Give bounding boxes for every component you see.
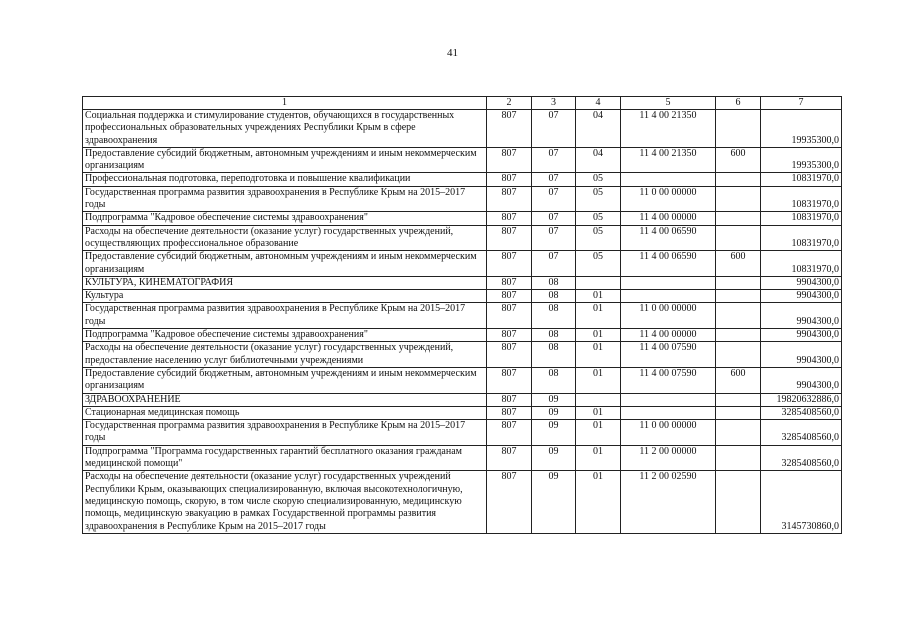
cell-name: Социальная поддержка и стимулирование студентов, обучающихся в государственных профессиональных образовательных учреждениях Республики Крым в сфере здравоохранения xyxy=(83,110,487,148)
header-col-4: 4 xyxy=(576,97,621,110)
cell-subsection: 05 xyxy=(576,251,621,277)
header-col-5: 5 xyxy=(621,97,716,110)
cell-section: 09 xyxy=(532,471,576,533)
cell-expense-type xyxy=(716,471,761,533)
cell-expense-type xyxy=(716,445,761,471)
cell-target-article: 11 4 00 00000 xyxy=(621,212,716,225)
cell-name: КУЛЬТУРА, КИНЕМАТОГРАФИЯ xyxy=(83,276,487,289)
table-row xyxy=(83,186,842,212)
cell-expense-type xyxy=(716,420,761,446)
cell-amount: 10831970,0 xyxy=(761,173,842,186)
cell-amount: 9904300,0 xyxy=(761,276,842,289)
cell-target-article xyxy=(621,393,716,406)
header-col-1: 1 xyxy=(83,97,487,110)
cell-section: 08 xyxy=(532,329,576,342)
table-row xyxy=(83,110,842,148)
cell-department: 807 xyxy=(487,367,532,393)
cell-section: 08 xyxy=(532,303,576,329)
cell-expense-type xyxy=(716,303,761,329)
cell-amount: 3285408560,0 xyxy=(761,420,842,446)
cell-section: 07 xyxy=(532,173,576,186)
cell-department: 807 xyxy=(487,342,532,368)
cell-section: 08 xyxy=(532,276,576,289)
cell-subsection: 05 xyxy=(576,186,621,212)
cell-section: 08 xyxy=(532,342,576,368)
cell-section: 07 xyxy=(532,186,576,212)
cell-name: Предоставление субсидий бюджетным, автономным учреждениям и иным некоммерческим организациям xyxy=(83,251,487,277)
cell-name: Подпрограмма "Программа государственных гарантий бесплатного оказания гражданам медицинской помощи" xyxy=(83,445,487,471)
table-row xyxy=(83,173,842,186)
cell-name: Профессиональная подготовка, переподготовка и повышение квалификации xyxy=(83,173,487,186)
cell-expense-type: 600 xyxy=(716,147,761,173)
cell-department: 807 xyxy=(487,471,532,533)
cell-name: Расходы на обеспечение деятельности (оказание услуг) государственных учреждений Республики Крым, оказывающих специализированную, включая высокотехнологичную, медицинскую помощь, скорую, в том числе скорую специализированную, медицинскую помощь, медицинскую эвакуацию в рамках Государственной программы развития здравоохранения в Республике Крым на 2015–2017 годы xyxy=(83,471,487,533)
table-row xyxy=(83,367,842,393)
table-row xyxy=(83,342,842,368)
header-col-7: 7 xyxy=(761,97,842,110)
cell-amount: 9904300,0 xyxy=(761,367,842,393)
cell-expense-type xyxy=(716,110,761,148)
cell-expense-type xyxy=(716,173,761,186)
cell-department: 807 xyxy=(487,445,532,471)
cell-name: Подпрограмма "Кадровое обеспечение системы здравоохранения" xyxy=(83,329,487,342)
cell-department: 807 xyxy=(487,393,532,406)
cell-amount: 19935300,0 xyxy=(761,147,842,173)
cell-amount: 3285408560,0 xyxy=(761,445,842,471)
cell-target-article: 11 0 00 00000 xyxy=(621,420,716,446)
cell-department: 807 xyxy=(487,303,532,329)
budget-table xyxy=(82,96,842,534)
cell-name: Расходы на обеспечение деятельности (оказание услуг) государственных учреждений, осуществляющих профессиональное образование xyxy=(83,225,487,251)
cell-subsection: 05 xyxy=(576,225,621,251)
cell-subsection xyxy=(576,393,621,406)
cell-expense-type: 600 xyxy=(716,251,761,277)
cell-expense-type xyxy=(716,276,761,289)
cell-section: 09 xyxy=(532,420,576,446)
header-col-6: 6 xyxy=(716,97,761,110)
cell-expense-type xyxy=(716,225,761,251)
cell-target-article: 11 4 00 21350 xyxy=(621,110,716,148)
table-row xyxy=(83,329,842,342)
cell-target-article: 11 0 00 00000 xyxy=(621,303,716,329)
cell-amount: 3285408560,0 xyxy=(761,406,842,419)
cell-name: Культура xyxy=(83,290,487,303)
cell-section: 07 xyxy=(532,110,576,148)
table-row xyxy=(83,290,842,303)
cell-target-article xyxy=(621,173,716,186)
cell-name: Государственная программа развития здравоохранения в Республике Крым на 2015–2017 годы xyxy=(83,303,487,329)
cell-target-article: 11 2 00 02590 xyxy=(621,471,716,533)
cell-subsection: 01 xyxy=(576,420,621,446)
cell-section: 09 xyxy=(532,406,576,419)
cell-target-article: 11 4 00 06590 xyxy=(621,225,716,251)
cell-subsection: 01 xyxy=(576,342,621,368)
cell-department: 807 xyxy=(487,173,532,186)
table-row xyxy=(83,471,842,533)
cell-subsection: 01 xyxy=(576,303,621,329)
cell-expense-type xyxy=(716,342,761,368)
cell-name: Государственная программа развития здравоохранения в Республике Крым на 2015–2017 годы xyxy=(83,186,487,212)
cell-target-article: 11 4 00 21350 xyxy=(621,147,716,173)
cell-department: 807 xyxy=(487,110,532,148)
cell-expense-type xyxy=(716,290,761,303)
cell-name: Подпрограмма "Кадровое обеспечение системы здравоохранения" xyxy=(83,212,487,225)
cell-target-article xyxy=(621,276,716,289)
cell-section: 07 xyxy=(532,251,576,277)
cell-subsection: 01 xyxy=(576,290,621,303)
cell-target-article: 11 0 00 00000 xyxy=(621,186,716,212)
table-row xyxy=(83,393,842,406)
cell-expense-type xyxy=(716,329,761,342)
cell-department: 807 xyxy=(487,147,532,173)
cell-section: 07 xyxy=(532,212,576,225)
cell-target-article: 11 4 00 07590 xyxy=(621,367,716,393)
cell-subsection: 04 xyxy=(576,110,621,148)
cell-subsection: 05 xyxy=(576,173,621,186)
cell-target-article: 11 4 00 00000 xyxy=(621,329,716,342)
table-row xyxy=(83,251,842,277)
cell-department: 807 xyxy=(487,406,532,419)
cell-expense-type xyxy=(716,406,761,419)
cell-section: 08 xyxy=(532,290,576,303)
table-header-row xyxy=(83,97,842,110)
cell-section: 09 xyxy=(532,445,576,471)
cell-amount: 9904300,0 xyxy=(761,303,842,329)
cell-section: 07 xyxy=(532,225,576,251)
cell-target-article: 11 4 00 07590 xyxy=(621,342,716,368)
table-row xyxy=(83,406,842,419)
cell-department: 807 xyxy=(487,290,532,303)
header-col-3: 3 xyxy=(532,97,576,110)
cell-name: Предоставление субсидий бюджетным, автономным учреждениям и иным некоммерческим организациям xyxy=(83,147,487,173)
cell-subsection: 01 xyxy=(576,406,621,419)
cell-department: 807 xyxy=(487,329,532,342)
table-row xyxy=(83,276,842,289)
cell-target-article xyxy=(621,406,716,419)
cell-subsection: 01 xyxy=(576,445,621,471)
cell-amount: 9904300,0 xyxy=(761,342,842,368)
cell-section: 09 xyxy=(532,393,576,406)
cell-amount: 19820632886,0 xyxy=(761,393,842,406)
header-col-2: 2 xyxy=(487,97,532,110)
cell-department: 807 xyxy=(487,420,532,446)
cell-department: 807 xyxy=(487,212,532,225)
table-row xyxy=(83,147,842,173)
cell-expense-type: 600 xyxy=(716,367,761,393)
table-row xyxy=(83,225,842,251)
cell-department: 807 xyxy=(487,276,532,289)
cell-subsection: 04 xyxy=(576,147,621,173)
cell-expense-type xyxy=(716,212,761,225)
cell-subsection xyxy=(576,276,621,289)
cell-department: 807 xyxy=(487,225,532,251)
cell-name: Предоставление субсидий бюджетным, автономным учреждениям и иным некоммерческим организациям xyxy=(83,367,487,393)
cell-name: Расходы на обеспечение деятельности (оказание услуг) государственных учреждений, предоставление населению услуг библиотечными учреждениями xyxy=(83,342,487,368)
cell-section: 07 xyxy=(532,147,576,173)
cell-amount: 19935300,0 xyxy=(761,110,842,148)
cell-amount: 10831970,0 xyxy=(761,225,842,251)
cell-name: Государственная программа развития здравоохранения в Республике Крым на 2015–2017 годы xyxy=(83,420,487,446)
cell-expense-type xyxy=(716,186,761,212)
cell-department: 807 xyxy=(487,251,532,277)
cell-amount: 9904300,0 xyxy=(761,290,842,303)
cell-amount: 10831970,0 xyxy=(761,186,842,212)
cell-subsection: 01 xyxy=(576,367,621,393)
cell-name: ЗДРАВООХРАНЕНИЕ xyxy=(83,393,487,406)
cell-amount: 3145730860,0 xyxy=(761,471,842,533)
table-row xyxy=(83,445,842,471)
cell-section: 08 xyxy=(532,367,576,393)
table-row xyxy=(83,420,842,446)
cell-target-article: 11 2 00 00000 xyxy=(621,445,716,471)
table-row xyxy=(83,212,842,225)
cell-department: 807 xyxy=(487,186,532,212)
cell-subsection: 01 xyxy=(576,471,621,533)
cell-amount: 10831970,0 xyxy=(761,212,842,225)
cell-amount: 9904300,0 xyxy=(761,329,842,342)
page-number: 41 xyxy=(447,47,458,59)
cell-name: Стационарная медицинская помощь xyxy=(83,406,487,419)
cell-target-article: 11 4 00 06590 xyxy=(621,251,716,277)
table-row xyxy=(83,303,842,329)
cell-subsection: 01 xyxy=(576,329,621,342)
cell-target-article xyxy=(621,290,716,303)
cell-expense-type xyxy=(716,393,761,406)
cell-amount: 10831970,0 xyxy=(761,251,842,277)
cell-subsection: 05 xyxy=(576,212,621,225)
